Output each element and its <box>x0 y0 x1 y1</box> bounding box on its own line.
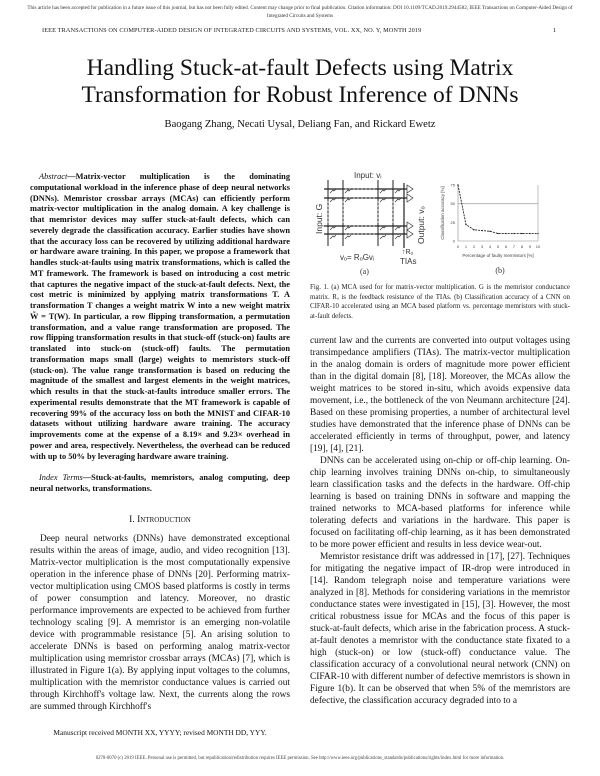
data-point <box>465 224 466 225</box>
data-point <box>521 233 522 234</box>
figure-caption: Fig. 1. (a) MCA used for for matrix-vector multiplication. G is the memristor conductance matrix. Rₒ is the feedback resistance of the TIAs. (b) Classification accuracy of a CNN on CIFAR-10 accelerated using an MCA based platform vs. percentage memristors with stuck-at-fault defects. <box>310 284 570 320</box>
series-line <box>458 185 538 234</box>
x-tick-label: 6 <box>504 244 508 249</box>
y-tick-label: 75 <box>450 182 455 188</box>
copyright-notice: 0278-0070 (c) 2019 IEEE. Personal use is permitted, but republication/redistribution requires IEEE permission. See http://www.ieee.org/publications_standards/publications/rights/index.html for more information. <box>95 756 505 761</box>
data-point <box>481 230 482 231</box>
abstract-text: —Matrix-vector multiplication is the dominating computational workload in the inference phase of deep neural networks (DNNs). Memristor crossbar arrays (MCAs) can efficiently perform matrix-vector multiplication in the analog domain. A key challenge is that memristor devices may suffer stuck-at-fault defects, which can severely degrade the classification accuracy. Earlier studies have shown that the accuracy loss can be recovered by utilizing additional hardware or hardware aware training. In this paper, we propose a framework that handles stuck-at-faults using matrix transformations, which is called the MT framework. The framework is based on introducing a cost metric that captures the negative impact of the stuck-at-fault defects. Next, the cost metric is minimized by applying matrix transformations T. A transformation T changes a weight matrix W into a new weight matrix W̃ = T(W). In particular, a row flipping transformation, a permutation transformation, and a value range transformation are proposed. The row flipping transformation results in that stuck-off (stuck-on) faults are translated into stuck-on (stuck-off) faults. The permutation transformation maps small (large) weights to memristors stuck-off (stuck-on). The value range transformation is based on reducing the magnitude of the smallest and largest elements in the weight matrices, which results in that the stuck-at-faults introduce smaller errors. The experimental results demonstrate that the MT framework is capable of recovering 99% of the accuracy loss on both the MNIST and CIFAR-10 datasets without utilizing hardware aware training. The accuracy improvements come at the expense of a 8.19× and 9.23× overhead in power and area, respectively. Nevertheless, the overhead can be reduced with up to 50% by leveraging hardware aware training. <box>30 172 290 461</box>
x-tick-label: 7 <box>512 244 516 249</box>
abstract <box>30 172 290 462</box>
index-terms-text: —Stuck-at-faults, memristors, analog computing, deep neural networks, transformations. <box>30 473 290 493</box>
data-point <box>513 233 514 234</box>
abstract-label: Abstract <box>39 172 68 181</box>
output-label: Output: vₒ <box>416 206 426 244</box>
paragraph: Memristor resistance drift was addressed in [17], [27]. Techniques for mitigating the negative impact of IR-drop were introduced in [14]. Random telegraph noise and temperature variations were analyzed in [8]. Methods for considering variations in the memristor conductance states were investigated in [15], [3]. However, the most critical robustness issue for MCAs and the focus of this paper is stuck-at-fault defects, which arise in the fabrication process. A stuck-at-fault denotes a memristor with the conductance state fixated to a high (stuck-on) or low (stuck-off) conductance value. The classification accuracy of a convolutional neural network (CNN) on CIFAR-10 with different number of defective memristors is shown in Figure 1(b). It can be observed that when 5% of the memristors are defective, the classification accuracy degraded into to a <box>310 552 570 706</box>
data-point <box>489 231 490 232</box>
data-point <box>473 229 474 230</box>
data-point <box>497 233 498 234</box>
x-axis-label: Percentage of faulty memristors [%] <box>462 253 534 258</box>
feedback-resistance-label: ↑Rₒ <box>402 249 414 256</box>
index-terms-label: Index Terms <box>39 473 83 482</box>
y-tick-label: 0 <box>452 238 455 244</box>
paragraph: Deep neural networks (DNNs) have demonstrated exceptional results within the areas of image, audio, and video recognition [13]. Matrix-vector multiplication is the most computationally expensive operation in the inference phase of DNNs [20]. Performing matrix-vector multiplication using CMOS based platforms is costly in terms of power consumption and latency. Moreover, no drastic performance improvements are expected to be achieved from further technology scaling [9]. A memristor is an emerging non-volatile device with programmable resistance [5]. An arising solution to accelerate DNNs is based on performing analog matrix-vector multiplication using memristor crossbar arrays (MCAs) [7], which is illustrated in Figure 1(a). By applying input voltages to the columns, multiplication with the memristor conductance values is carried out through Kirchhoff's voltage law. Next, the currents along the rows are summed through Kirchhoff's <box>30 534 290 712</box>
x-tick-label: 5 <box>496 244 500 249</box>
tia-amplifier-icons <box>407 185 413 238</box>
x-tick-label: 0 <box>456 244 460 249</box>
x-tick-label: 8 <box>520 244 524 249</box>
input-g-label: Input: G <box>314 203 324 234</box>
x-tick-label: 2 <box>472 244 476 249</box>
x-tick-label: 9 <box>528 244 532 249</box>
equation: vₒ= RₒGvᵢ <box>340 253 375 262</box>
data-point <box>529 233 530 234</box>
authors: Baogang Zhang, Necati Uysal, Deliang Fan, and Rickard Ewetz <box>164 119 436 130</box>
paper-title: Handling Stuck-at-fault Defects using Matrix Transformation for Robust Inference of DNNs <box>81 55 519 108</box>
left-column-body <box>30 533 290 713</box>
figure-1b-chart <box>438 175 558 275</box>
tias-label: TIAs <box>400 257 417 266</box>
paragraph: DNNs can be accelerated using on-chip or off-chip learning. On-chip learning involves training DNNs on-chip, to simultaneously learn classification tasks and the defects in the hardware. Off-chip learning is based on training DNNs in software and mapping the trained networks to MCA-based platforms for inference while tolerating defects and variations in the hardware. This paper is focused on facilitating off-chip learning, as it has been demonstrated to be more power efficient and results in less device wear-out. <box>310 456 570 550</box>
running-head: IEEE TRANSACTIONS ON COMPUTER-AIDED DESIGN OF INTEGRATED CIRCUITS AND SYSTEMS, VOL. XX, NO. Y, MONTH 2019 <box>42 27 422 34</box>
page-number: 1 <box>553 27 557 34</box>
input-v-label: Input: vᵢ <box>354 171 382 180</box>
paragraph: current law and the currents are converted into output voltages using transimpedance amplifiers (TIAs). The matrix-vector multiplication in the analog domain is orders of magnitude more power efficient than in the digital domain [8], [18]. Moreover, the MCAs allow the weight matrices to be stored in-situ, which avoids expensive data movement, i.e., the bottleneck of the von Neumann architecture [24]. Based on these promising properties, a number of architectural level studies have demonstrated that the inference phase of DNNs can be accelerated efficiently in terms of throughput, power, and latency [19], [4], [21]. <box>310 336 570 454</box>
x-tick-label: 4 <box>488 244 492 249</box>
index-terms <box>30 473 290 494</box>
x-tick-label: 3 <box>480 244 484 249</box>
section-heading: I. Introduction <box>129 515 191 525</box>
subfigure-b-label: (b) <box>495 266 505 275</box>
footnote: Manuscript received MONTH XX, YYYY; revised MONTH DD, YYY. <box>53 728 267 737</box>
figure-1a-crossbar <box>312 168 432 278</box>
data-point <box>457 184 458 185</box>
data-point <box>537 233 538 234</box>
data-point <box>505 233 506 234</box>
y-tick-label: 50 <box>450 201 455 207</box>
crossbar-rows <box>324 189 407 234</box>
x-tick-label: 1 <box>464 244 468 249</box>
memristor-icons <box>330 189 401 239</box>
x-tick-label: 10 <box>535 244 541 249</box>
y-axis-label: Classification accuracy [%] <box>440 186 445 240</box>
publication-notice: This article has been accepted for publication in a future issue of this journal, but has not been fully edited. Content may change prior to final publication. Citation information: DOI 10.1109/TCAD.2019.2944582, IEEE Transactions on Computer-Aided Design of Integrated Circuits and Systems <box>27 5 573 19</box>
subfigure-a-label: (a) <box>360 267 369 276</box>
right-column-body <box>310 335 570 707</box>
y-tick-label: 25 <box>450 219 455 225</box>
